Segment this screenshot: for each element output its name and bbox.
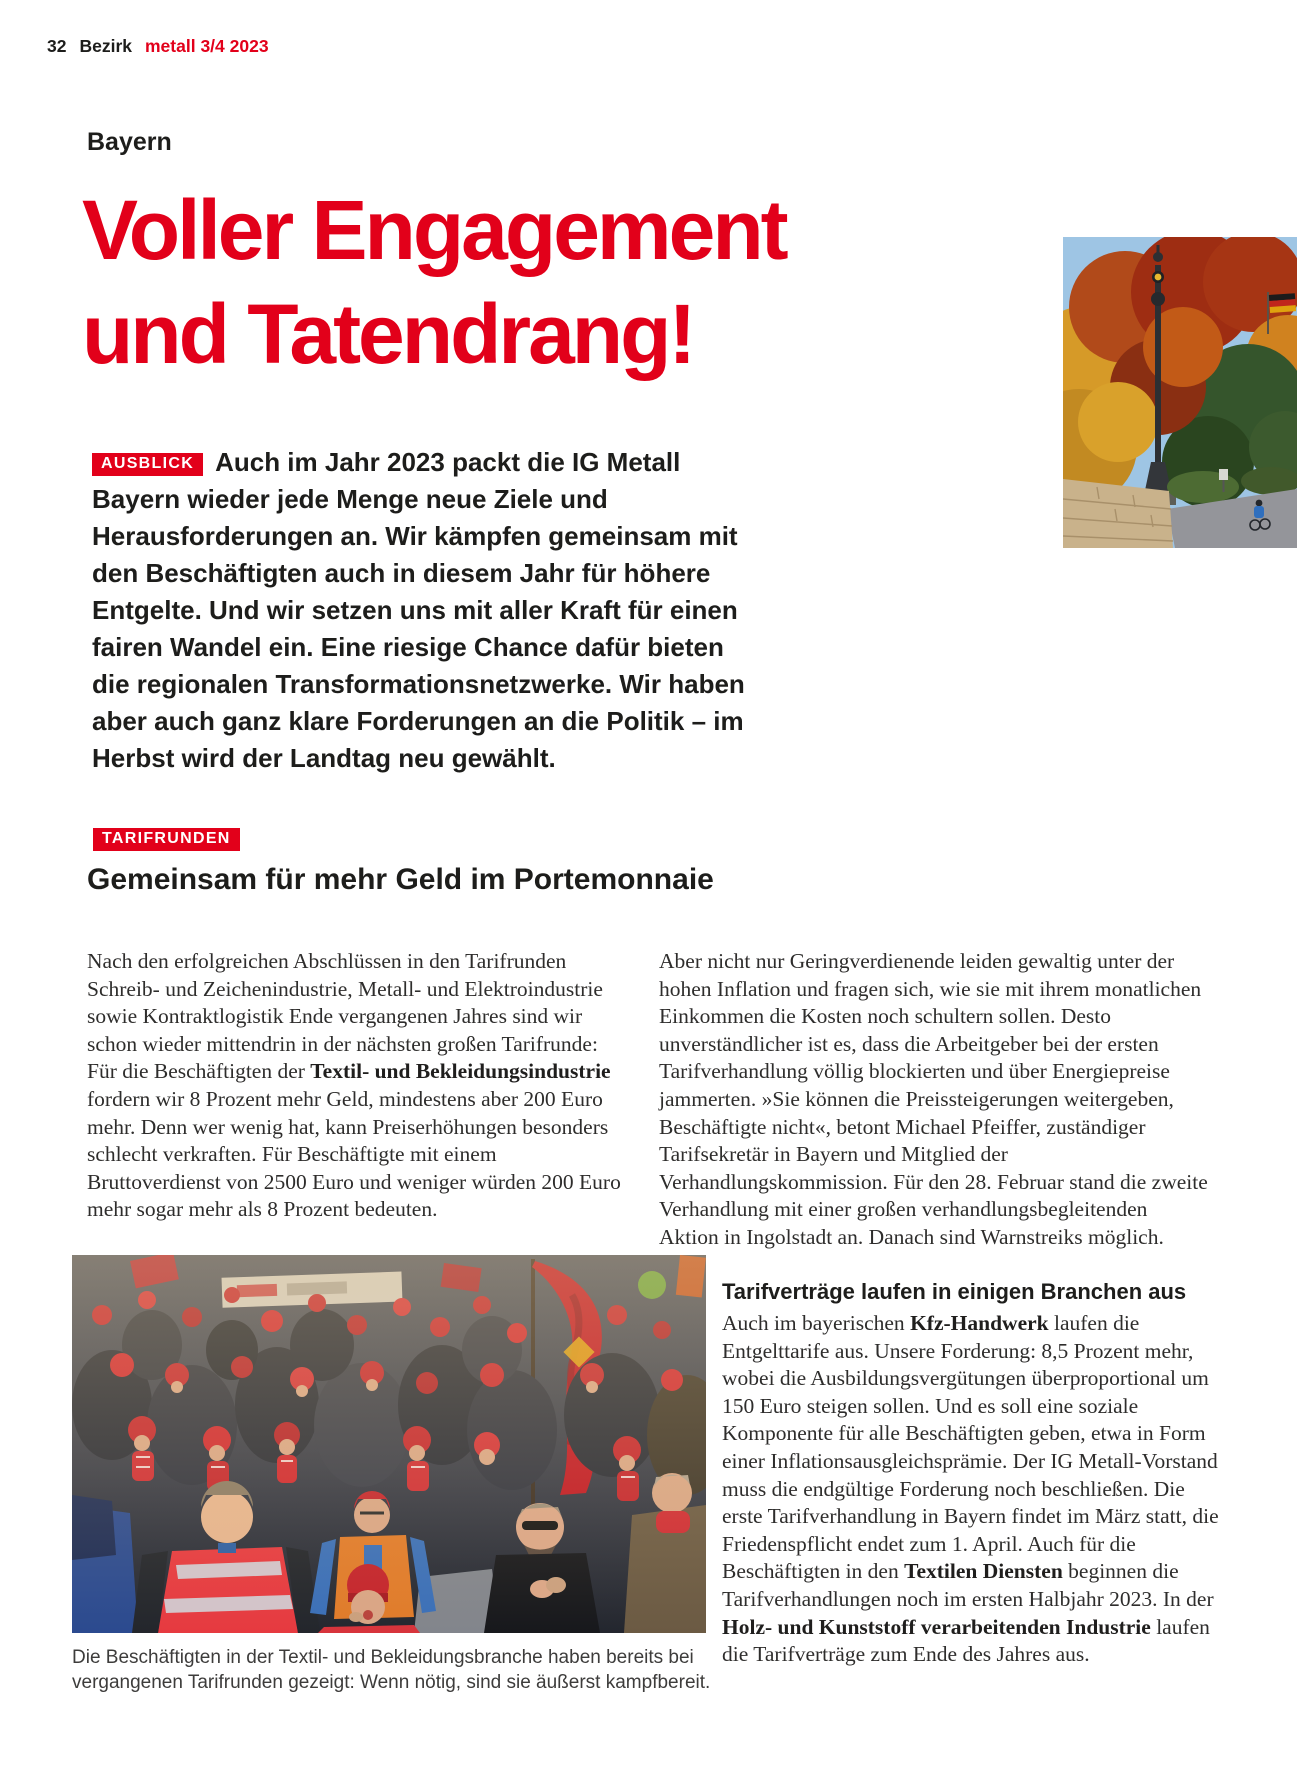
subsection	[722, 1279, 1228, 1669]
intro-paragraph	[92, 444, 754, 777]
article-column-left: Nach den erfolgreichen Abschlüssen in den Tarifrunden Schreib- und Zeichenindustrie, Metall- und Elektroindustrie sowie Kontraktlogistik Ende vergangenen Jahres sind wir schon wieder mittendrin in der nächsten großen Tarifrunde: Für die Beschäftigten der Textil- und Bekleidungsindustrie fordern wir 8 Prozent mehr Geld, mindestens aber 200 Euro mehr. Denn wer wenig hat, kann Preiserhöhungen besonders schlecht verkraften. Für Beschäftigte mit einem Bruttoverdienst von 2500 Euro und weniger würden 200 Euro mehr sogar mehr als 8 Prozent bedeuten.	[87, 949, 621, 1222]
kicker-bayern: Bayern	[87, 128, 172, 156]
headline	[82, 178, 982, 386]
foliage	[1063, 237, 1297, 508]
autumn-photo-art	[1063, 237, 1297, 548]
demonstration-photo	[72, 1255, 706, 1633]
subsection-heading: Tarifverträge laufen in einigen Branchen aus	[722, 1279, 1187, 1304]
sunlight-overlay	[72, 1255, 706, 1633]
photo-caption: Die Beschäftigten in der Textil- und Bekleidungsbranche haben bereits bei vergangenen Tarifrunden gezeigt: Wenn nötig, sind sie äußerst kampfbereit.	[72, 1647, 711, 1693]
headline-line1: Voller Engagement	[82, 183, 786, 277]
article-heading: Gemeinsam für mehr Geld im Portemonnaie	[87, 863, 714, 896]
demo-photo-art	[72, 1255, 706, 1633]
subsection-body: Auch im bayerischen Kfz-Handwerk laufen die Entgelttarife aus. Unsere Forderung: 8,5 Prozent mehr, wobei die Ausbildungsvergütungen überproportional um 150 Euro steigen sollen. Und es soll eine soziale Komponente für alle Beschäftigten geben, etwa in Form einer Inflationsausgleichsprämie. Der IG Metall-Vorstand muss die endgültige Forderung noch beschließen. Die erste Tarifverhandlung in Bayern findet im März statt, die Friedenspflicht endet zum 1. April. Auch für die Beschäftigten in den Textilen Diensten beginnen die Tarifverhandlungen noch im ersten Halbjahr 2023. In der Holz- und Kunststoff verarbeitenden Industrie laufen die Tarifverträge zum Ende des Jahres aus.	[722, 1311, 1219, 1667]
folio	[47, 36, 269, 57]
issue-label: metall 3/4 2023	[145, 36, 269, 56]
intro-text: Auch im Jahr 2023 packt die IG Metall Bayern wieder jede Menge neue Ziele und Herausforderungen an. Wir kämpfen gemeinsam mit den Beschäftigten auch in diesem Jahr für höhere Entgelte. Und wir setzen uns mit aller Kraft für einen fairen Wandel ein. Eine riesige Chance dafür bieten die regionalen Transformationsnetzwerke. Wir haben aber auch ganz klare Forderungen an die Politik – im Herbst wird der Landtag neu gewählt.	[92, 447, 745, 773]
headline-line2: und Tatendrang!	[82, 287, 694, 381]
section-label: Bezirk	[79, 36, 132, 56]
page-number: 32	[47, 36, 67, 56]
ausblick-tag: AUSBLICK	[92, 453, 203, 476]
tarifrunden-tag: TARIFRUNDEN	[93, 828, 240, 851]
article-column-right: Aber nicht nur Geringverdienende leiden gewaltig unter der hohen Inflation und fragen sich, wie sie mit ihrem monatlichen Einkommen die Kosten noch schultern sollen. Desto unverständlicher ist es, dass die Arbeitgeber bei der ersten Tarifverhandlung völlig blockierten und über Energiepreise jammerten. »Sie können die Preissteigerungen weitergeben, Beschäftigte nicht«, betont Michael Pfeiffer, zuständiger Tarifsekretär in Bayern und Mitglied der Verhandlungskommission. Für den 28. Februar stand die zweite Verhandlung mit einer großen verhandlungsbegleitenden Aktion in Ingolstadt an. Danach sind Warnstreiks möglich.	[659, 949, 1208, 1249]
autumn-street-photo	[1063, 237, 1297, 548]
